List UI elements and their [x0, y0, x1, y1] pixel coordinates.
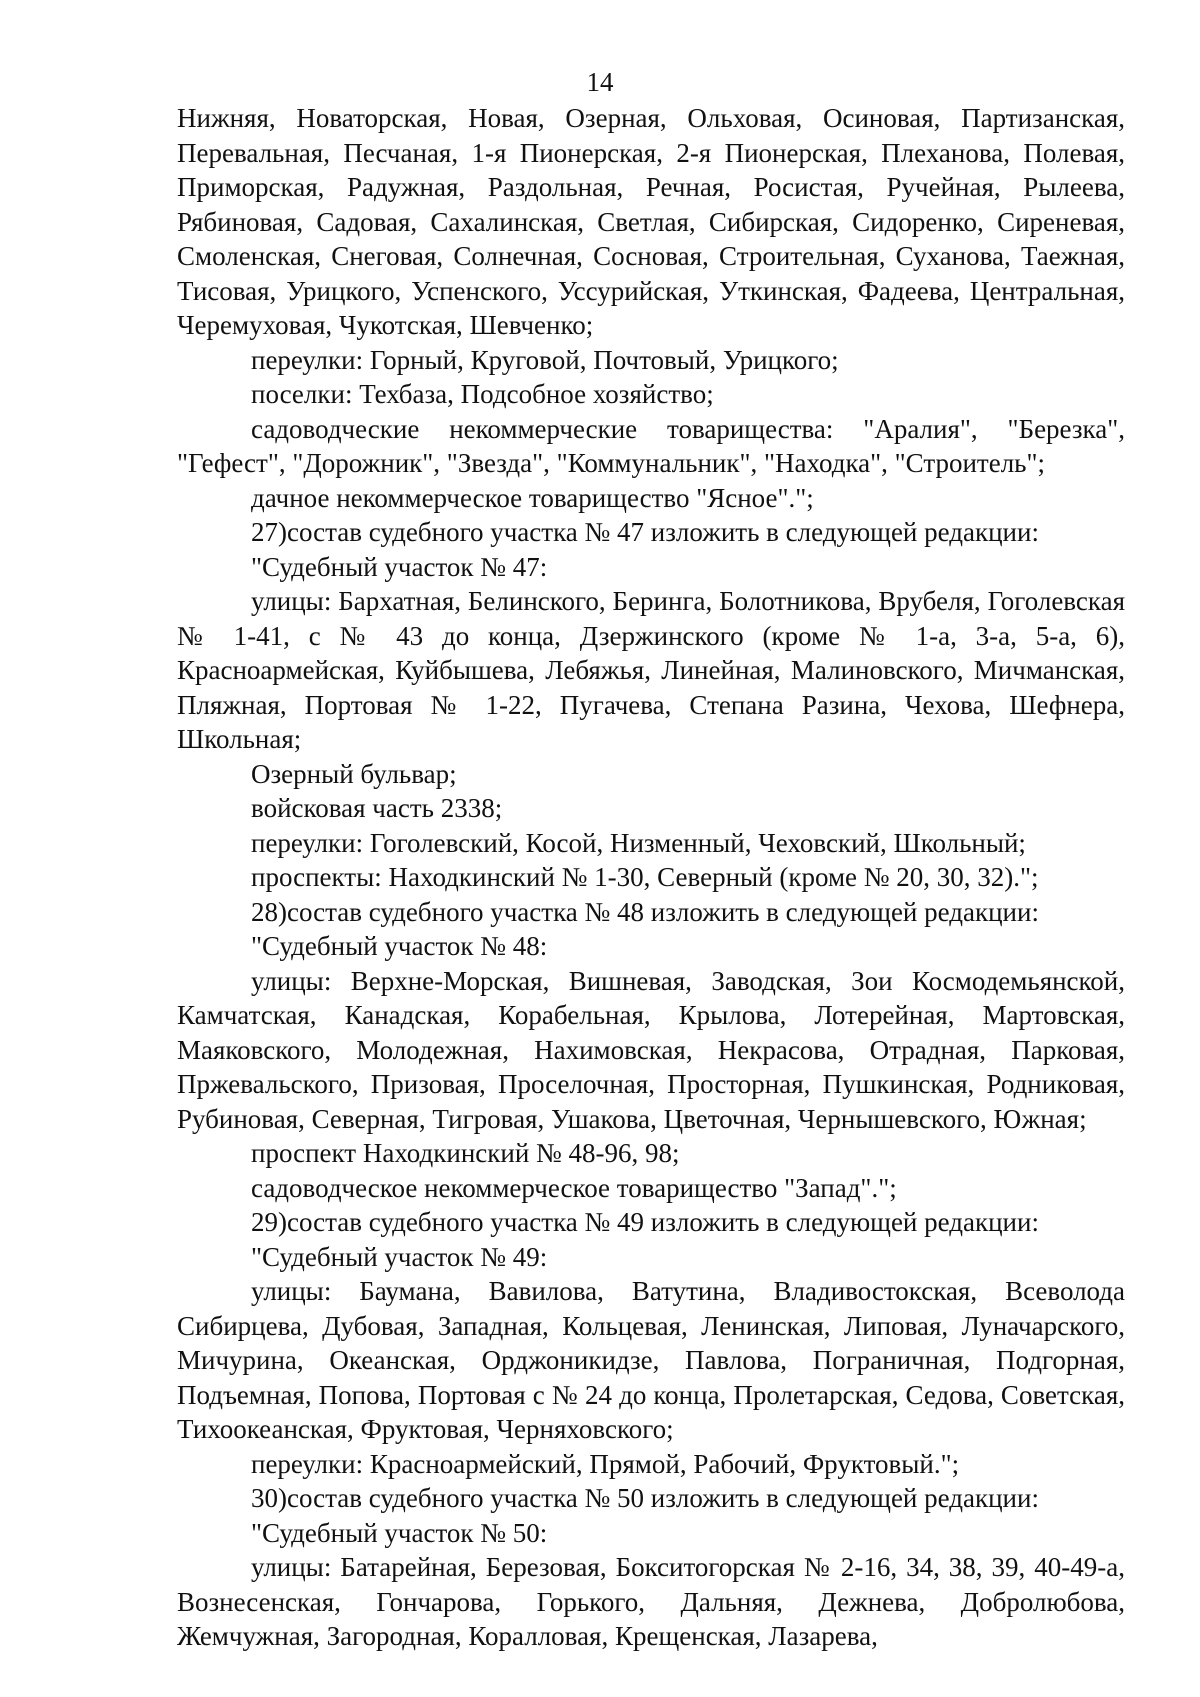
paragraph-district-47-streets: улицы: Бархатная, Белинского, Беринга, Болотникова, Врубеля, Гоголевская № 1-41, с № 43 до конца, Дзержинского (кроме № 1-а, 3-а, 5-а, 6), Красноармейская, Куйбышева, Лебяжья, Линейная, Малиновского, Мичманская, Пляжная, Портовая № 1-22, Пугачева, Степана Разина, Чехова, Шефнера, Школьная;	[177, 586, 1125, 754]
paragraph-district-49-streets: улицы: Баумана, Вавилова, Ватутина, Владивостокская, Всеволода Сибирцева, Дубовая, Западная, Кольцевая, Ленинская, Липовая, Луначарского, Мичурина, Океанская, Орджоникидзе, Павлова, Пограничная, Подгорная, Подъемная, Попова, Портовая с № 24 до конца, Пролетарская, Седова, Советская, Тихоокеанская, Фруктовая, Черняховского;	[177, 1276, 1125, 1444]
paragraph-district-49-lanes: переулки: Красноармейский, Прямой, Рабочий, Фруктовый.";	[251, 1448, 960, 1479]
paragraph-district-48-partnership: садоводческое некоммерческое товарищество "Запад".";	[251, 1172, 897, 1203]
paragraph-district-48-avenue: проспект Находкинский № 48-96, 98;	[251, 1138, 680, 1168]
paragraph-district-47-heading: "Судебный участок № 47:	[251, 551, 548, 582]
paragraph-item-28: 28)состав судебного участка № 48 изложить в следующей редакции:	[251, 896, 1039, 927]
page-number: 14	[586, 67, 614, 97]
document-body	[177, 101, 1125, 1654]
paragraph-district-48-heading: "Судебный участок № 48:	[251, 931, 548, 961]
paragraph-item-30: 30)состав судебного участка № 50 изложить в следующей редакции:	[251, 1483, 1039, 1513]
paragraph-item-29: 29)состав судебного участка № 49 изложить в следующей редакции:	[251, 1207, 1039, 1237]
paragraph-district-47-lanes: переулки: Гоголевский, Косой, Низменный, Чеховский, Школьный;	[251, 827, 1026, 858]
paragraph-settlements: поселки: Техбаза, Подсобное хозяйство;	[251, 379, 714, 409]
paragraph-dacha-partnership: дачное некоммерческое товарищество "Ясное".";	[251, 482, 814, 513]
paragraph-district-48-streets: улицы: Верхне-Морская, Вишневая, Заводская, Зои Космодемьянской, Камчатская, Канадская, Корабельная, Крылова, Лотерейная, Мартовская, Маяковского, Молодежная, Нахимовская, Некрасова, Отрадная, Парковая, Пржевальского, Призовая, Проселочная, Просторная, Пушкинская, Родниковая, Рубиновая, Северная, Тигровая, Ушакова, Цветочная, Чернышевского, Южная;	[177, 965, 1125, 1134]
paragraph-district-47-avenues: проспекты: Находкинский № 1-30, Северный (кроме № 20, 30, 32).";	[251, 862, 1039, 892]
paragraph-district-50-heading: "Судебный участок № 50:	[251, 1517, 548, 1548]
paragraph-military-unit: войсковая часть 2338;	[251, 793, 503, 823]
paragraph-garden-partnerships: садоводческие некоммерческие товарищества: "Аралия", "Березка", "Гефест", "Дорожник", "Звезда", "Коммунальник", "Находка", "Строитель";	[177, 413, 1125, 478]
paragraph-boulevard: Озерный бульвар;	[251, 758, 457, 789]
paragraph-item-27: 27)состав судебного участка № 47 изложить в следующей редакции:	[251, 517, 1039, 547]
paragraph-streets-continued: Нижняя, Новаторская, Новая, Озерная, Ольховая, Осиновая, Партизанская, Перевальная, Песчаная, 1-я Пионерская, 2-я Пионерская, Плеханова, Полевая, Приморская, Радужная, Раздольная, Речная, Росистая, Ручейная, Рылеева, Рябиновая, Садовая, Сахалинская, Светлая, Сибирская, Сидоренко, Сиреневая, Смоленская, Снеговая, Солнечная, Сосновая, Строительная, Суханова, Таежная, Тисовая, Урицкого, Успенского, Уссурийская, Уткинская, Фадеева, Центральная, Черемуховая, Чукотская, Шевченко;	[177, 103, 1125, 340]
paragraph-lanes: переулки: Горный, Круговой, Почтовый, Урицкого;	[251, 344, 839, 375]
paragraph-district-49-heading: "Судебный участок № 49:	[251, 1241, 548, 1272]
paragraph-district-50-streets: улицы: Батарейная, Березовая, Бокситогорская № 2-16, 34, 38, 39, 40-49-а, Вознесенская, Гончарова, Горького, Дальняя, Дежнева, Добролюбова, Жемчужная, Загородная, Коралловая, Крещенская, Лазарева,	[177, 1552, 1125, 1651]
